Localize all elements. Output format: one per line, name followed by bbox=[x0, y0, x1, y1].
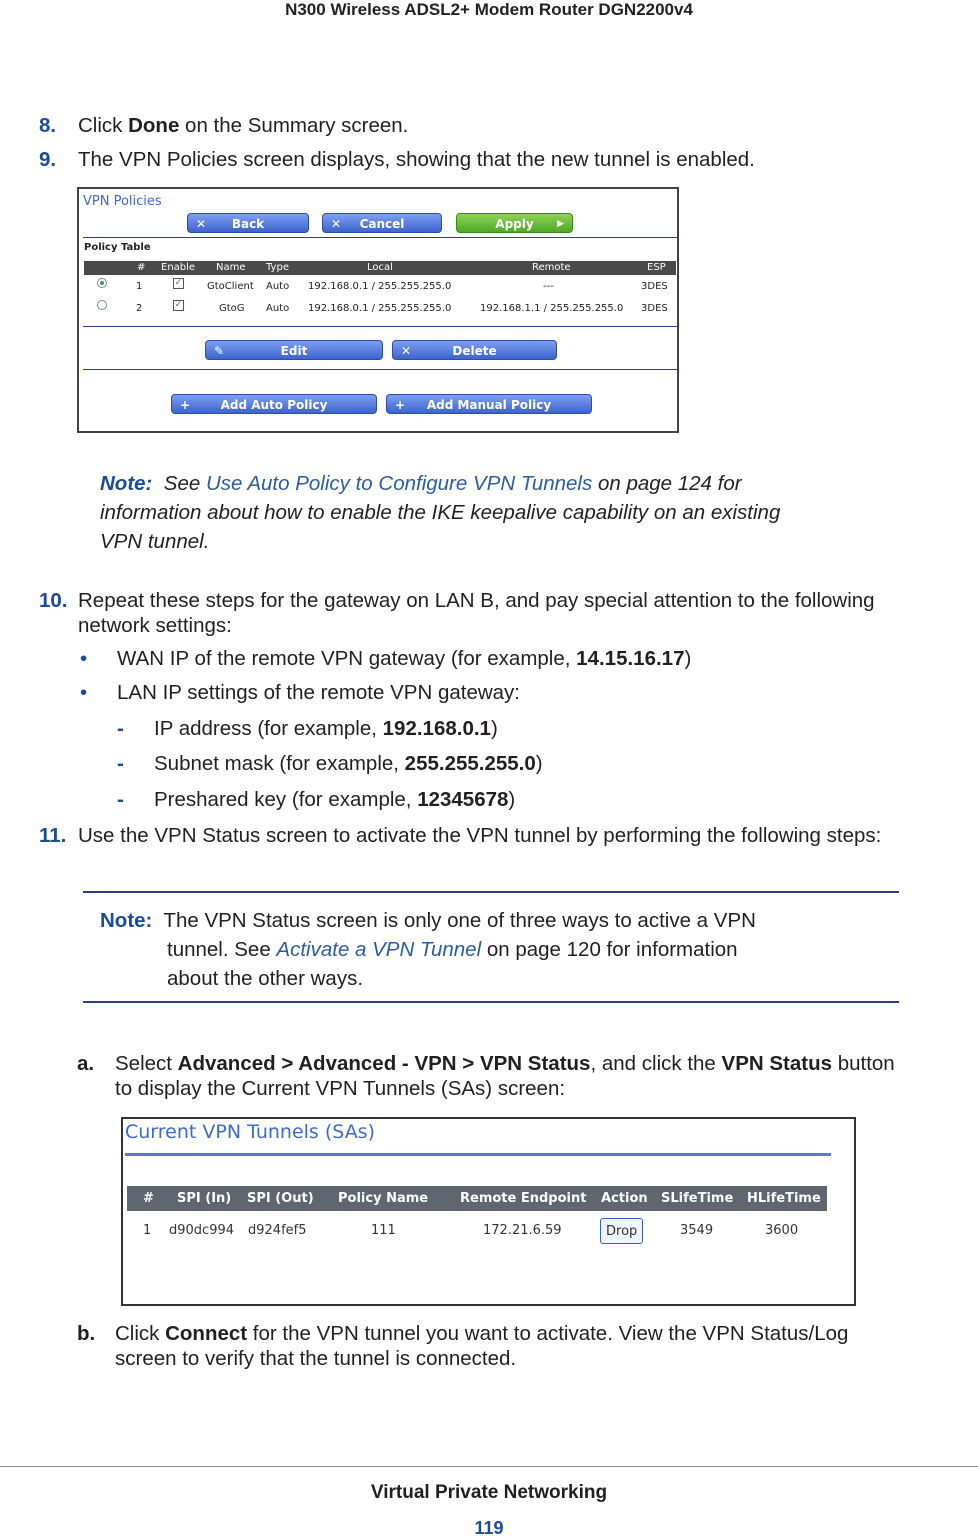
row-esp: 3DES bbox=[641, 281, 668, 292]
step-10-number: 10. bbox=[39, 589, 68, 612]
sa-title: Current VPN Tunnels (SAs) bbox=[125, 1121, 375, 1143]
row-remote: 192.168.1.1 / 255.255.255.0 bbox=[480, 303, 624, 314]
sa-title-rule bbox=[125, 1153, 831, 1156]
row-num: 1 bbox=[136, 281, 143, 292]
plus-icon: + bbox=[180, 398, 191, 412]
add-auto-policy-button[interactable]: + Add Auto Policy bbox=[171, 394, 377, 414]
col-name: Name bbox=[216, 262, 246, 273]
dash-icon: - bbox=[117, 717, 124, 740]
row-type: Auto bbox=[266, 281, 290, 292]
dash-icon: - bbox=[117, 752, 124, 775]
divider bbox=[83, 369, 677, 370]
play-icon: ▶ bbox=[557, 219, 564, 229]
row-type: Auto bbox=[266, 303, 290, 314]
divider bbox=[83, 326, 677, 327]
col-slifetime: SLifeTime bbox=[661, 1191, 734, 1206]
row-remote: --- bbox=[543, 281, 554, 292]
edit-button[interactable]: ✎ Edit bbox=[205, 340, 383, 360]
substep-b-letter: b. bbox=[77, 1322, 96, 1345]
row-num: 1 bbox=[143, 1223, 152, 1238]
substep-a-letter: a. bbox=[77, 1052, 95, 1075]
row-name: GtoG bbox=[219, 303, 245, 314]
running-header: N300 Wireless ADSL2+ Modem Router DGN2200v4 bbox=[285, 0, 693, 19]
table-row[interactable] bbox=[84, 300, 676, 318]
col-num: # bbox=[143, 1191, 154, 1206]
footer-section: Virtual Private Networking bbox=[370, 1482, 608, 1503]
dash-preshared-key: Preshared key (for example, 12345678) bbox=[154, 788, 516, 811]
pencil-icon: ✎ bbox=[214, 344, 225, 358]
step-8-text: Click Done on the Summary screen. bbox=[78, 114, 409, 137]
vpn-policies-title: VPN Policies bbox=[83, 194, 162, 209]
dash-ip-address: IP address (for example, 192.168.0.1) bbox=[154, 717, 498, 740]
delete-button[interactable]: ✕ Delete bbox=[392, 340, 557, 360]
drop-button[interactable]: Drop bbox=[600, 1218, 643, 1244]
link-activate-tunnel[interactable]: Activate a VPN Tunnel bbox=[276, 938, 482, 961]
row-remote-endpoint: 172.21.6.59 bbox=[483, 1223, 562, 1238]
row-spi-out: d924fef5 bbox=[248, 1223, 307, 1238]
sa-table-header bbox=[127, 1186, 827, 1211]
col-spi-in: SPI (In) bbox=[177, 1191, 232, 1206]
step-9-number: 9. bbox=[39, 148, 57, 171]
policy-table-header bbox=[84, 261, 676, 275]
bullet-wan-ip: WAN IP of the remote VPN gateway (for example, 14.15.16.17) bbox=[117, 647, 692, 670]
note-2: Note: The VPN Status screen is only one of three ways to active a VPN tunnel. See Activate a VPN Tunnel on page 120 for information about the other ways. bbox=[100, 909, 756, 990]
row-local: 192.168.0.1 / 255.255.255.0 bbox=[308, 281, 452, 292]
col-hlifetime: HLifeTime bbox=[747, 1191, 821, 1206]
step-9-text: The VPN Policies screen displays, showing that the new tunnel is enabled. bbox=[78, 148, 755, 171]
col-spi-out: SPI (Out) bbox=[247, 1191, 314, 1206]
table-row bbox=[127, 1218, 827, 1244]
col-remote-endpoint: Remote Endpoint bbox=[460, 1191, 587, 1206]
vpn-policies-screenshot bbox=[77, 187, 679, 433]
divider bbox=[83, 237, 677, 238]
back-button[interactable]: ✕ Back bbox=[187, 213, 309, 233]
select-radio[interactable] bbox=[97, 278, 107, 288]
bullet-lan-ip: LAN IP settings of the remote VPN gateway: bbox=[117, 681, 520, 704]
step-10-text: Repeat these steps for the gateway on LAN B, and pay special attention to the following network settings: bbox=[78, 589, 875, 637]
page-number: 119 bbox=[474, 1518, 504, 1538]
col-local: Local bbox=[367, 262, 393, 273]
col-type: Type bbox=[266, 262, 289, 273]
step-11-number: 11. bbox=[39, 824, 67, 847]
enable-checkbox[interactable]: ✓ bbox=[174, 300, 183, 310]
add-manual-policy-button[interactable]: + Add Manual Policy bbox=[386, 394, 592, 414]
row-esp: 3DES bbox=[641, 303, 668, 314]
current-vpn-tunnels-screenshot bbox=[121, 1117, 856, 1306]
select-radio[interactable] bbox=[97, 300, 107, 310]
close-icon: ✕ bbox=[331, 217, 342, 231]
close-icon: ✕ bbox=[401, 344, 412, 358]
col-policy-name: Policy Name bbox=[338, 1191, 429, 1206]
footer-rule bbox=[0, 1466, 978, 1467]
substep-a-text: Select Advanced > Advanced - VPN > VPN Status, and click the VPN Status button to display the Current VPN Tunnels (SAs) screen: bbox=[115, 1052, 895, 1100]
note-1: Note: See Use Auto Policy to Configure VPN Tunnels on page 124 for information about how to enable the IKE keepalive capability on an existing VPN tunnel. bbox=[100, 472, 781, 553]
enable-checkbox[interactable]: ✓ bbox=[174, 278, 183, 288]
bullet-icon: • bbox=[80, 647, 88, 670]
note-rule-bottom bbox=[83, 1001, 899, 1003]
table-row[interactable] bbox=[84, 278, 676, 296]
dash-subnet-mask: Subnet mask (for example, 255.255.255.0) bbox=[154, 752, 543, 775]
dash-icon: - bbox=[117, 788, 124, 811]
note-rule-top bbox=[83, 891, 899, 893]
policy-table-title: Policy Table bbox=[84, 242, 151, 253]
row-slifetime: 3549 bbox=[680, 1223, 714, 1238]
col-esp: ESP bbox=[647, 262, 666, 273]
cancel-button[interactable]: ✕ Cancel bbox=[322, 213, 442, 233]
col-num: # bbox=[137, 262, 146, 273]
col-enable: Enable bbox=[161, 262, 196, 273]
row-policy-name: 111 bbox=[371, 1223, 396, 1238]
row-name: GtoClient bbox=[207, 281, 254, 292]
row-num: 2 bbox=[136, 303, 143, 314]
col-action: Action bbox=[601, 1191, 648, 1206]
step-11-text: Use the VPN Status screen to activate the VPN tunnel by performing the following steps: bbox=[78, 824, 882, 847]
substep-b-text: Click Connect for the VPN tunnel you want to activate. View the VPN Status/Log screen to verify that the tunnel is connected. bbox=[115, 1322, 849, 1370]
row-spi-in: d90dc994 bbox=[169, 1223, 235, 1238]
link-auto-policy[interactable]: Use Auto Policy to Configure VPN Tunnels bbox=[205, 472, 593, 495]
bullet-icon: • bbox=[80, 681, 88, 704]
close-icon: ✕ bbox=[196, 217, 207, 231]
step-8-number: 8. bbox=[39, 114, 57, 137]
apply-button[interactable]: Apply ▶ bbox=[456, 213, 573, 233]
row-hlifetime: 3600 bbox=[765, 1223, 799, 1238]
col-remote: Remote bbox=[532, 262, 571, 273]
plus-icon: + bbox=[395, 398, 406, 412]
row-local: 192.168.0.1 / 255.255.255.0 bbox=[308, 303, 452, 314]
